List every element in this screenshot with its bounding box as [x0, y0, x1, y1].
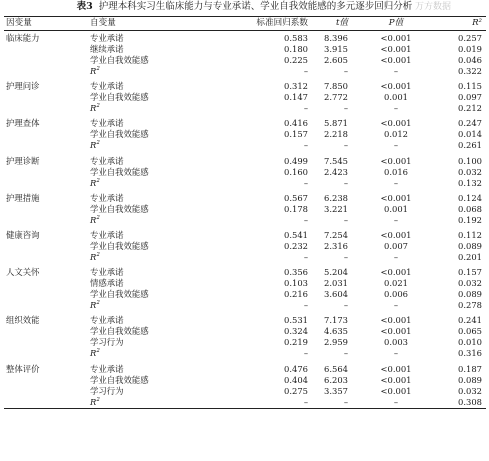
independent-variable: 学习行为 — [90, 337, 124, 348]
beta-value: 0.275 — [284, 385, 308, 396]
r2-value: 0.019 — [458, 44, 482, 54]
t-dash: – — [343, 348, 348, 359]
r2-value: 0.046 — [458, 55, 482, 65]
r2-total: 0.212 — [458, 103, 482, 114]
t-value: 7.254 — [324, 230, 348, 240]
independent-variable: 学业自我效能感 — [90, 326, 149, 337]
beta-value: 0.160 — [284, 166, 308, 177]
r2-value: 0.100 — [458, 155, 482, 166]
t-value: 2.423 — [324, 166, 348, 177]
independent-variable: 学业自我效能感 — [90, 166, 149, 177]
p-dash: – — [393, 177, 399, 188]
beta-value: 0.219 — [284, 337, 308, 348]
table-number: 表3 — [76, 1, 93, 12]
dependent-variable: 人文关怀 — [6, 267, 40, 278]
p-value: 0.006 — [384, 289, 408, 300]
t-value: 2.031 — [324, 278, 348, 289]
beta-value: 0.476 — [284, 363, 308, 374]
p-dash: – — [393, 66, 399, 76]
p-value: 0.007 — [384, 241, 408, 251]
p-value: <0.001 — [380, 230, 412, 240]
independent-variable: 学业自我效能感 — [90, 374, 149, 385]
independent-variable: 学业自我效能感 — [90, 129, 149, 140]
beta-dash: – — [303, 252, 308, 262]
t-value: 5.871 — [324, 118, 348, 129]
t-value: 2.772 — [324, 92, 348, 103]
beta-dash: – — [303, 66, 308, 76]
t-value: 7.173 — [324, 315, 348, 326]
r2-total: 0.192 — [458, 214, 482, 225]
r2-value: 0.068 — [458, 203, 482, 214]
independent-variable: 专业承诺 — [90, 155, 124, 166]
r2-value: 0.032 — [458, 166, 482, 177]
header-bottom-rule — [4, 30, 486, 31]
r2-value: 0.010 — [458, 337, 482, 348]
independent-variable: 学习行为 — [90, 385, 124, 396]
t-dash: – — [343, 300, 348, 311]
t-dash: – — [343, 103, 348, 114]
header-t: t值 — [335, 18, 348, 28]
beta-dash: – — [303, 348, 308, 359]
r2-value: 0.065 — [458, 326, 482, 337]
t-value: 2.605 — [324, 55, 348, 65]
r2-value: 0.112 — [458, 230, 482, 240]
r2-row-label: $R^2$ — [90, 300, 100, 311]
p-value: 0.021 — [384, 278, 408, 289]
t-value: 8.396 — [324, 33, 348, 43]
r2-value: 0.014 — [458, 129, 482, 140]
p-value: <0.001 — [380, 155, 412, 166]
r2-total: 0.201 — [458, 252, 482, 262]
dependent-variable: 临床能力 — [6, 33, 40, 43]
beta-value: 0.312 — [284, 81, 308, 92]
r2-total: 0.308 — [458, 396, 482, 407]
watermark-logo: 万方数据 — [415, 2, 452, 12]
beta-value: 0.216 — [284, 289, 308, 300]
t-value: 2.316 — [324, 241, 348, 251]
independent-variable: 专业承诺 — [90, 363, 124, 374]
beta-value: 0.225 — [284, 55, 308, 65]
beta-value: 0.232 — [284, 241, 308, 251]
t-value: 3.221 — [324, 203, 348, 214]
r2-row-label: $R^2$ — [90, 177, 100, 188]
p-value: <0.001 — [380, 385, 412, 396]
t-value: 7.545 — [324, 155, 348, 166]
header-p: P值 — [388, 18, 404, 28]
beta-value: 0.147 — [284, 92, 308, 103]
p-value: 0.001 — [384, 92, 408, 103]
t-value: 2.218 — [324, 129, 348, 140]
t-value: 3.604 — [324, 289, 348, 300]
r2-row-label: $R^2$ — [90, 66, 100, 76]
beta-dash: – — [303, 396, 308, 407]
dependent-variable: 护理问诊 — [6, 81, 40, 92]
dependent-variable: 护理诊断 — [6, 155, 40, 166]
r2-value: 0.089 — [458, 241, 482, 251]
p-dash: – — [393, 348, 399, 359]
r2-value: 0.115 — [458, 81, 482, 92]
beta-value: 0.178 — [284, 203, 308, 214]
r2-total: 0.316 — [458, 348, 482, 359]
t-value: 4.635 — [324, 326, 348, 337]
beta-dash: – — [303, 177, 308, 188]
p-dash: – — [393, 252, 399, 262]
p-value: <0.001 — [380, 55, 412, 65]
dependent-variable: 健康咨询 — [6, 230, 40, 240]
t-value: 7.850 — [324, 81, 348, 92]
p-value: 0.001 — [384, 203, 408, 214]
table-bottom-rule — [4, 408, 486, 409]
beta-value: 0.499 — [284, 155, 308, 166]
p-value: 0.003 — [384, 337, 408, 348]
t-dash: – — [343, 140, 348, 151]
beta-value: 0.180 — [284, 44, 308, 54]
t-dash: – — [343, 214, 348, 225]
beta-value: 0.356 — [284, 267, 308, 278]
r2-value: 0.257 — [458, 33, 482, 43]
t-value: 6.238 — [324, 192, 348, 203]
independent-variable: 学业自我效能感 — [90, 55, 149, 65]
dependent-variable: 整体评价 — [6, 363, 40, 374]
beta-value: 0.567 — [284, 192, 308, 203]
independent-variable: 情感承诺 — [90, 278, 124, 289]
header-beta: 标准回归系数 — [256, 18, 308, 28]
r2-total: 0.322 — [458, 66, 482, 76]
t-dash: – — [343, 396, 348, 407]
beta-value: 0.324 — [284, 326, 308, 337]
r2-row-label: $R^2$ — [90, 214, 100, 225]
p-dash: – — [393, 103, 399, 114]
t-dash: – — [343, 66, 348, 76]
r2-value: 0.247 — [458, 118, 482, 129]
beta-value: 0.541 — [284, 230, 308, 240]
independent-variable: 专业承诺 — [90, 33, 124, 43]
r2-row-label: $R^2$ — [90, 140, 100, 151]
independent-variable: 专业承诺 — [90, 230, 124, 240]
beta-value: 0.531 — [284, 315, 308, 326]
independent-variable: 专业承诺 — [90, 192, 124, 203]
p-dash: – — [393, 140, 399, 151]
r2-value: 0.124 — [458, 192, 482, 203]
p-value: <0.001 — [380, 118, 412, 129]
r2-row-label: $R^2$ — [90, 348, 100, 359]
table-title: 护理本科实习生临床能力与专业承诺、学业自我效能感的多元逐步回归分析 — [98, 1, 413, 12]
r2-value: 0.089 — [458, 289, 482, 300]
beta-dash: – — [303, 300, 308, 311]
p-value: <0.001 — [380, 44, 412, 54]
independent-variable: 学业自我效能感 — [90, 241, 149, 251]
beta-dash: – — [303, 214, 308, 225]
r2-value: 0.157 — [458, 267, 482, 278]
dependent-variable: 护理查体 — [6, 118, 40, 129]
t-value: 6.564 — [324, 363, 348, 374]
r2-value: 0.241 — [458, 315, 482, 326]
p-value: <0.001 — [380, 363, 412, 374]
r2-row-label: $R^2$ — [90, 252, 100, 262]
p-dash: – — [393, 300, 399, 311]
independent-variable: 继续承诺 — [90, 44, 124, 54]
independent-variable: 专业承诺 — [90, 267, 124, 278]
p-value: <0.001 — [380, 267, 412, 278]
beta-value: 0.157 — [284, 129, 308, 140]
p-value: <0.001 — [380, 81, 412, 92]
header-dependent: 因变量 — [6, 18, 32, 28]
t-dash: – — [343, 252, 348, 262]
header-r2: R² — [472, 18, 482, 28]
r2-total: 0.278 — [458, 300, 482, 311]
header-independent: 自变量 — [90, 18, 116, 28]
t-value: 3.357 — [324, 385, 348, 396]
independent-variable: 学业自我效能感 — [90, 203, 149, 214]
p-value: 0.012 — [384, 129, 408, 140]
r2-value: 0.032 — [458, 385, 482, 396]
p-value: <0.001 — [380, 315, 412, 326]
p-value: <0.001 — [380, 374, 412, 385]
p-dash: – — [393, 396, 399, 407]
p-dash: – — [393, 214, 399, 225]
p-value: 0.016 — [384, 166, 408, 177]
p-value: <0.001 — [380, 192, 412, 203]
r2-row-label: $R^2$ — [90, 396, 100, 407]
beta-value: 0.103 — [284, 278, 308, 289]
independent-variable: 学业自我效能感 — [90, 92, 149, 103]
beta-value: 0.404 — [284, 374, 308, 385]
r2-value: 0.032 — [458, 278, 482, 289]
p-value: <0.001 — [380, 33, 412, 43]
t-value: 6.203 — [324, 374, 348, 385]
beta-value: 0.416 — [284, 118, 308, 129]
independent-variable: 专业承诺 — [90, 81, 124, 92]
dependent-variable: 组织效能 — [6, 315, 40, 326]
r2-total: 0.261 — [458, 140, 482, 151]
independent-variable: 专业承诺 — [90, 315, 124, 326]
independent-variable: 专业承诺 — [90, 118, 124, 129]
r2-row-label: $R^2$ — [90, 103, 100, 114]
t-value: 3.915 — [324, 44, 348, 54]
r2-value: 0.097 — [458, 92, 482, 103]
r2-total: 0.132 — [458, 177, 482, 188]
independent-variable: 学业自我效能感 — [90, 289, 149, 300]
r2-value: 0.089 — [458, 374, 482, 385]
beta-value: 0.583 — [284, 33, 308, 43]
r2-value: 0.187 — [458, 363, 482, 374]
t-value: 2.959 — [324, 337, 348, 348]
p-value: <0.001 — [380, 326, 412, 337]
t-dash: – — [343, 177, 348, 188]
t-value: 5.204 — [324, 267, 348, 278]
beta-dash: – — [303, 103, 308, 114]
dependent-variable: 护理措施 — [6, 192, 40, 203]
beta-dash: – — [303, 140, 308, 151]
